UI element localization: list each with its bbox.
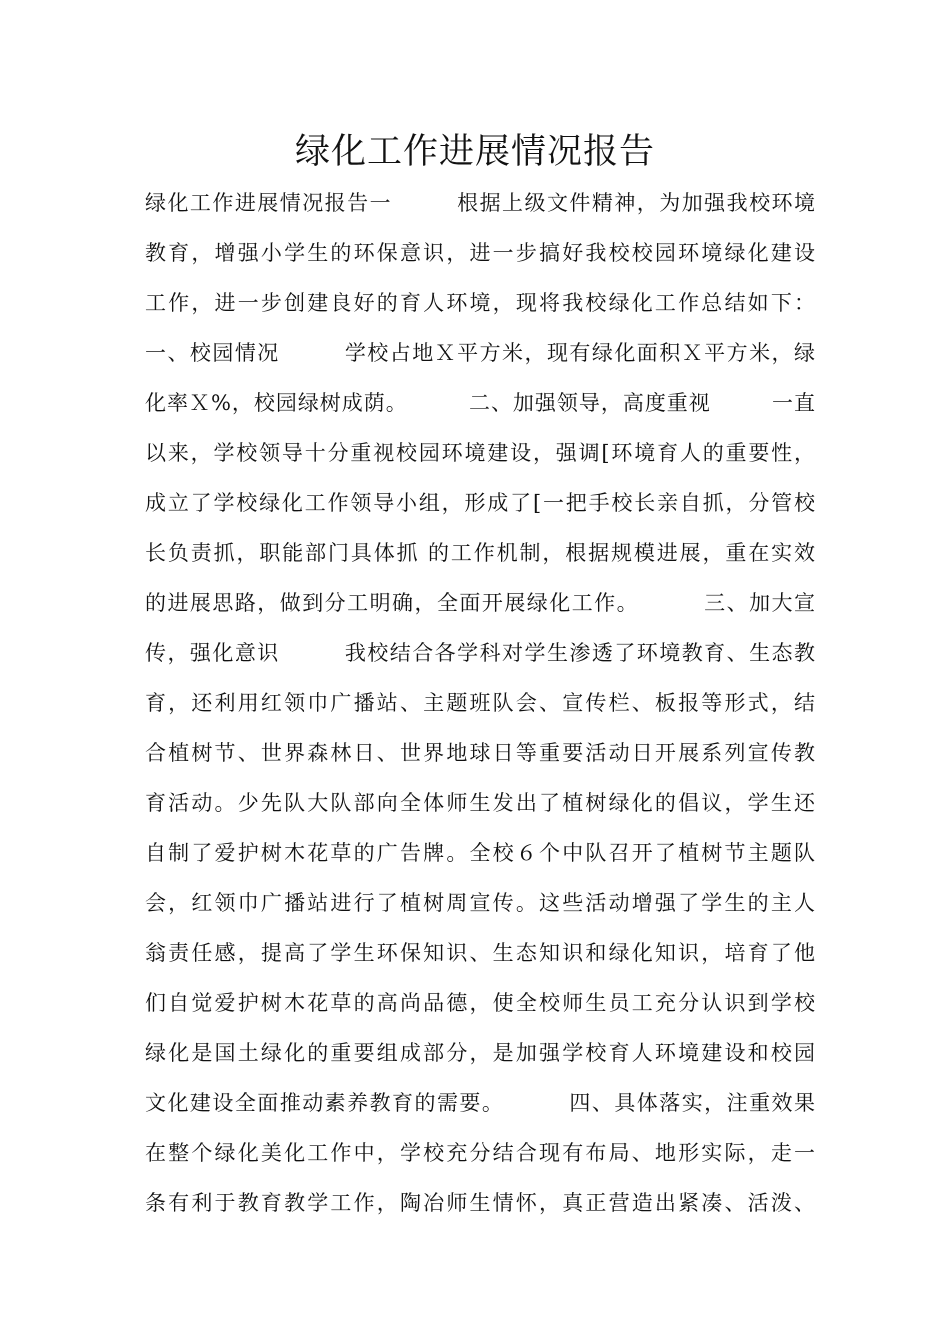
body-line: 工作，进一步创建良好的育人环境，现将我校绿化工作总结如下： bbox=[145, 291, 815, 315]
body-line: 自制了爱护树木花草的广告牌。全校６个中队召开了植树节主题队 bbox=[145, 841, 815, 865]
body-line: 化率Ｘ%，校园绿树成荫。 二、加强领导，高度重视 一直 bbox=[145, 391, 815, 415]
body-line: 在整个绿化美化工作中，学校充分结合现有布局、地形实际，走一 bbox=[145, 1141, 815, 1165]
body-line: 长负责抓，职能部门具体抓 的工作机制，根据规模进展，重在实效 bbox=[145, 541, 815, 565]
body-line: 的进展思路，做到分工明确，全面开展绿化工作。 三、加大宣 bbox=[145, 591, 815, 615]
document-body bbox=[145, 178, 815, 1228]
body-line: 育，还利用红领巾广播站、主题班队会、宣传栏、板报等形式，结 bbox=[145, 691, 815, 715]
body-line: 合植树节、世界森林日、世界地球日等重要活动日开展系列宣传教 bbox=[145, 741, 815, 765]
body-line: 条有利于教育教学工作，陶冶师生情怀，真正营造出紧凑、活泼、 bbox=[145, 1191, 815, 1215]
body-line: 成立了学校绿化工作领导小组，形成了[一把手校长亲自抓，分管校 bbox=[145, 491, 815, 515]
body-line: 绿化工作进展情况报告一 根据上级文件精神，为加强我校环境 bbox=[145, 191, 815, 215]
body-line: 一、校园情况 学校占地Ｘ平方米，现有绿化面积Ｘ平方米，绿 bbox=[145, 341, 815, 365]
document-title: 绿化工作进展情况报告 bbox=[294, 132, 655, 172]
body-line: 育活动。少先队大队部向全体师生发出了植树绿化的倡议，学生还 bbox=[145, 791, 815, 815]
body-line: 会，红领巾广播站进行了植树周宣传。这些活动增强了学生的主人 bbox=[145, 891, 815, 915]
body-line: 教育，增强小学生的环保意识，进一步搞好我校校园环境绿化建设 bbox=[145, 241, 815, 265]
body-line: 们自觉爱护树木花草的高尚品德，使全校师生员工充分认识到学校 bbox=[145, 991, 815, 1015]
body-line: 传，强化意识 我校结合各学科对学生渗透了环境教育、生态教 bbox=[145, 641, 815, 665]
body-line: 文化建设全面推动素养教育的需要。 四、具体落实，注重效果 bbox=[145, 1091, 815, 1115]
body-line: 绿化是国土绿化的重要组成部分，是加强学校育人环境建设和校园 bbox=[145, 1041, 815, 1065]
body-line: 翁责任感，提高了学生环保知识、生态知识和绿化知识，培育了他 bbox=[145, 941, 815, 965]
body-line: 以来，学校领导十分重视校园环境建设，强调[环境育人的重要性， bbox=[145, 441, 815, 465]
